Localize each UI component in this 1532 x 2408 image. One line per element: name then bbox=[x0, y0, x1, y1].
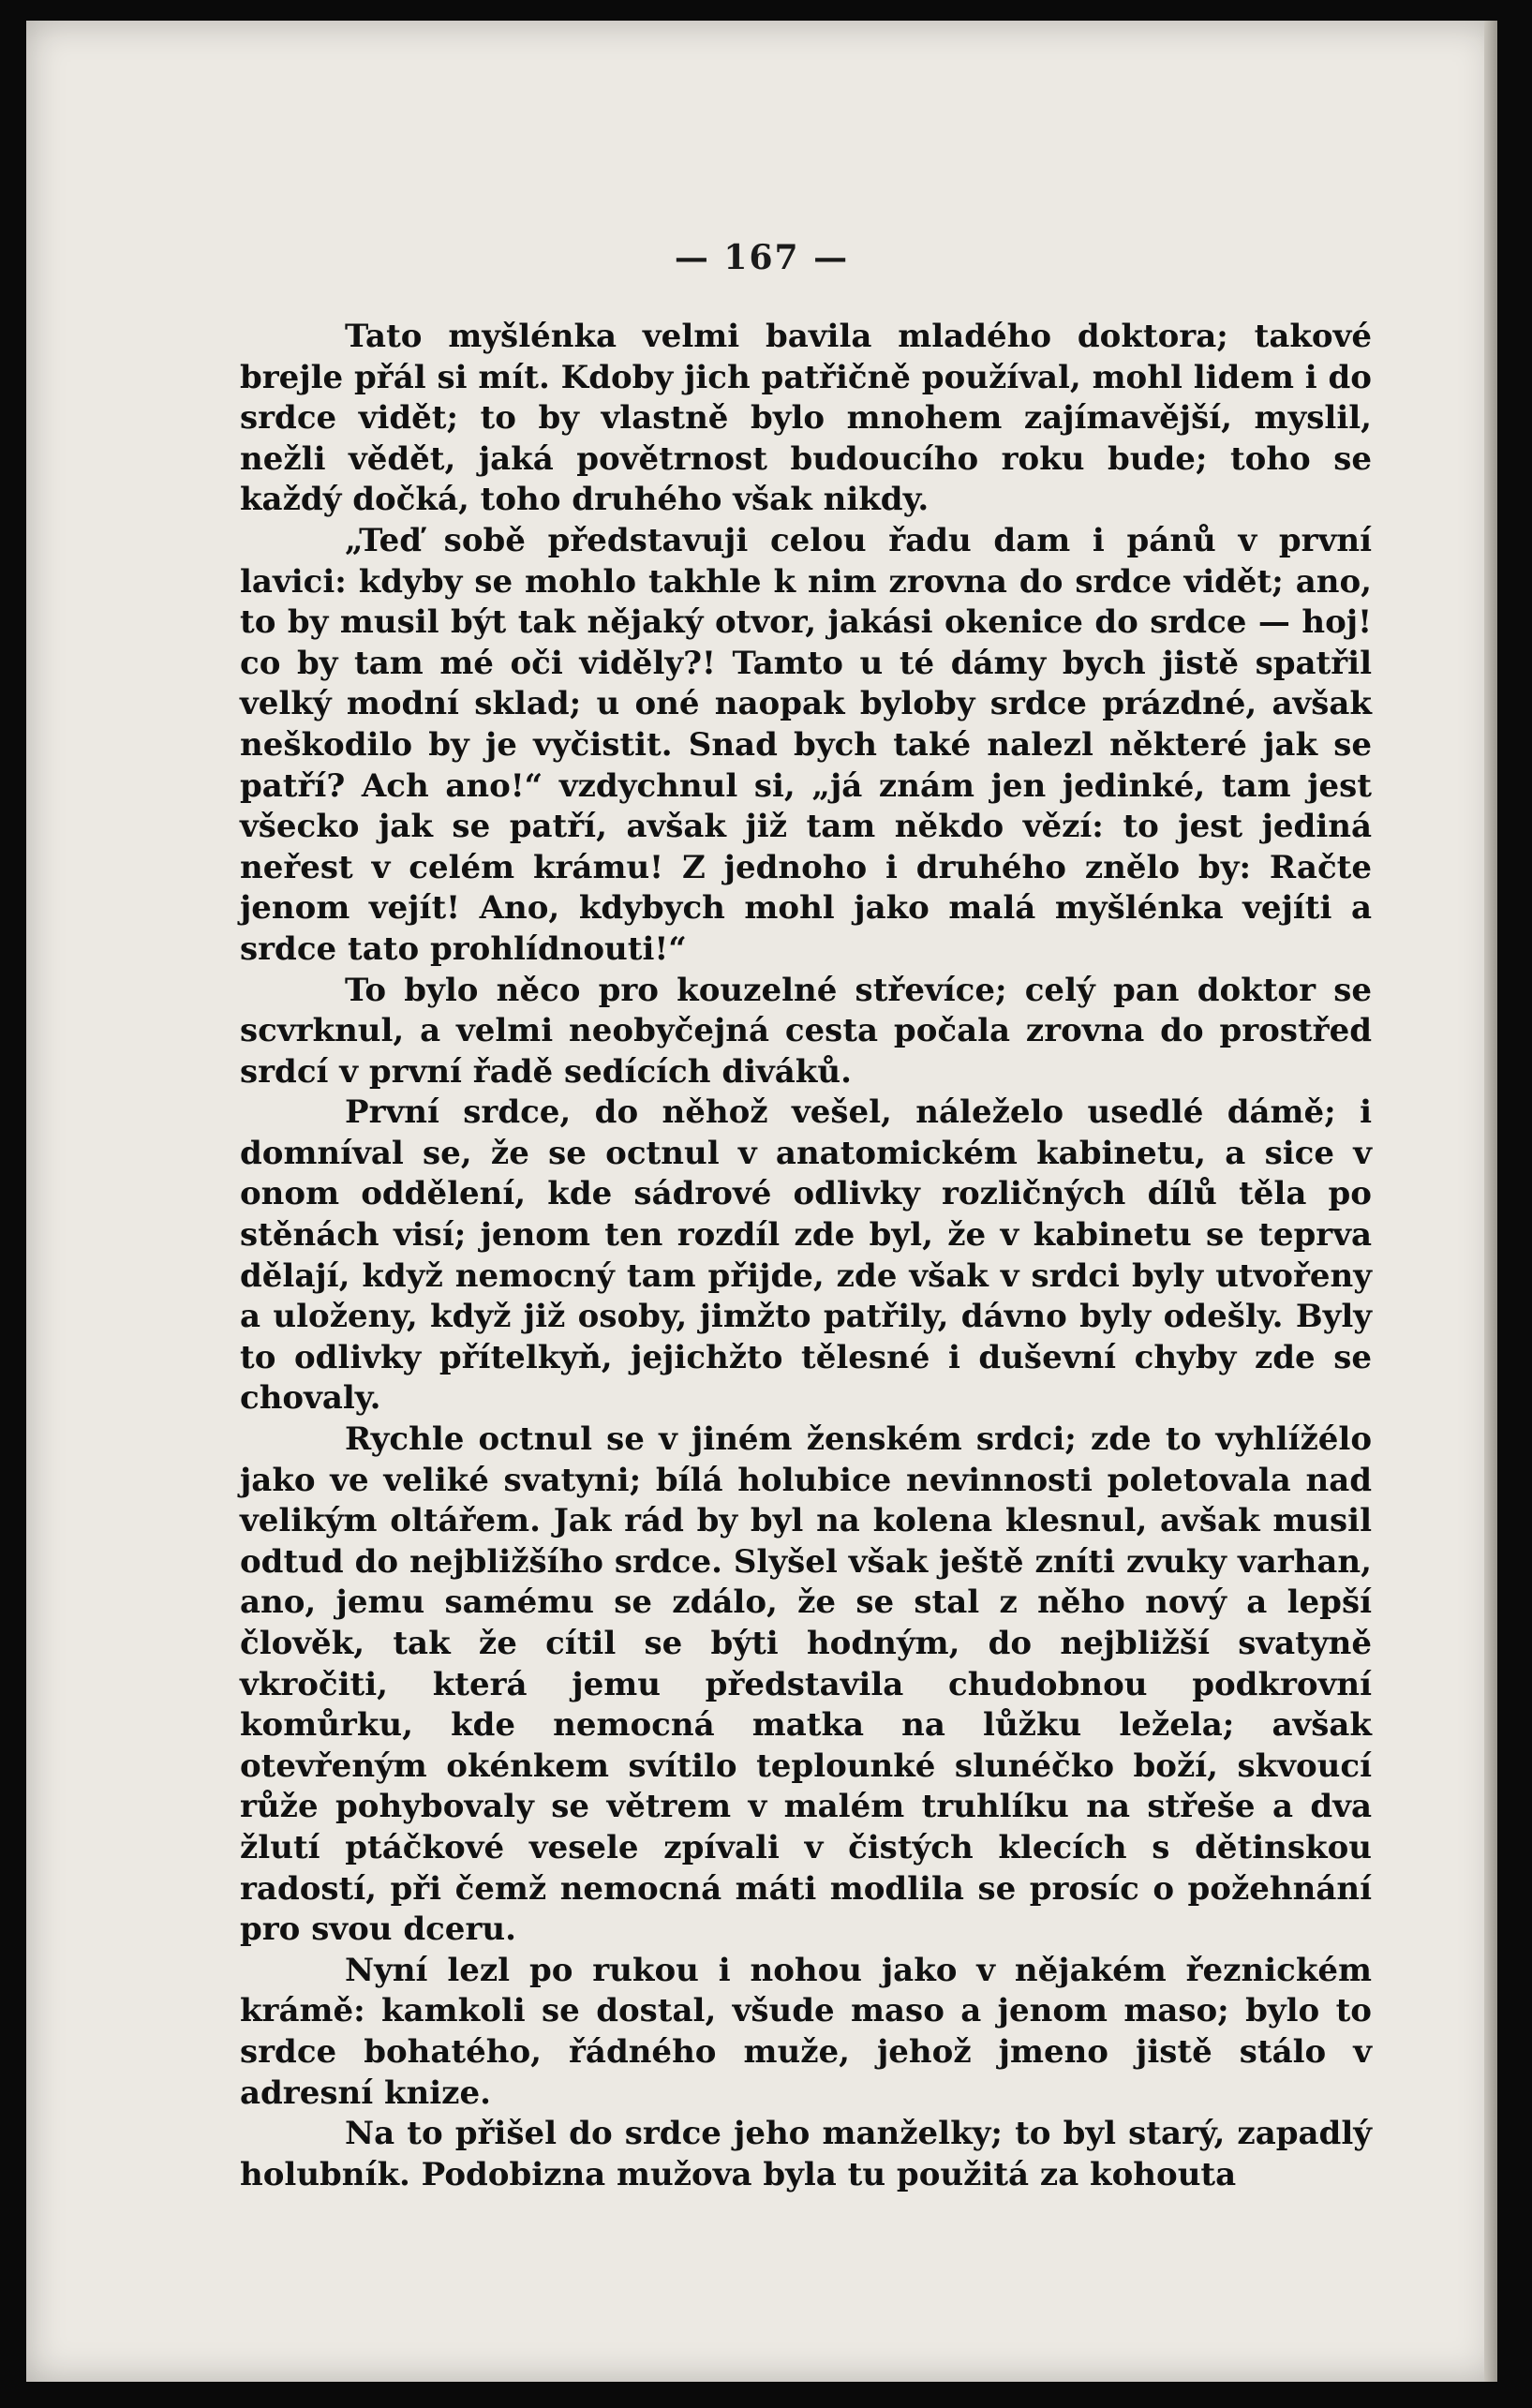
paragraph-3: To bylo něco pro kouzelné střevíce; celý pan doktor se scvrknul, a velmi neobyčejná cesta počala zrovna do prostřed srdcí v první řadě sedících diváků. bbox=[240, 971, 1372, 1091]
page-number: — 167 — bbox=[674, 238, 850, 277]
paragraph-4: První srdce, do něhož vešel, náleželo usedlé dámě; i domníval se, že se octnul v anatomickém kabinetu, a sice v onom oddělení, kde sádrové odlivky rozličných dílů těla po stěnách visí; jenom ten rozdíl zde byl, že v kabinetu se teprva dělají, když nemocný tam přijde, zde však v srdci byly utvořeny a uloženy, když již osoby, jimžto patřily, dávno byly odešly. Byly to odlivky přítelkyň, jejichžto tělesné i duševní chyby zde se chovaly. bbox=[240, 1093, 1372, 1418]
page-edge bbox=[1484, 21, 1497, 2382]
book-page bbox=[26, 21, 1497, 2382]
paragraph-5: Rychle octnul se v jiném ženském srdci; zde to vyhlížélo jako ve veliké svatyni; bílá holubice nevinnosti poletovala nad velikým oltářem. Jak rád by byl na kolena klesnul, avšak musil odtud do nejbližšího srdce. Slyšel však ještě zníti zvuky varhan, ano, jemu samému se zdálo, že se stal z něho nový a lepší člověk, tak že cítil se býti hodným, do nejbližší svatyně vkročiti, která jemu představila chudobnou podkrovní komůrku, kde nemocná matka na lůžku ležela; avšak otevřeným okénkem svítilo teplounké slunéčko boží, skvoucí růže pohybovaly se větrem v malém truhlíku na střeše a dva žlutí ptáčkové vesele zpívali v čistých klecích s dětinskou radostí, při čemž nemocná máti modlila se prosíc o požehnání pro svou dceru. bbox=[240, 1420, 1372, 1949]
paragraph-7: Na to přišel do srdce jeho manželky; to byl starý, zapadlý holubník. Podobizna mužova byla tu použitá za kohouta bbox=[240, 2115, 1372, 2193]
paragraph-6: Nyní lezl po rukou i nohou jako v nějakém řeznickém krámě: kamkoli se dostal, všude maso a jenom maso; bylo to srdce bohatého, řádného muže, jehož jmeno jistě stálo v adresní knize. bbox=[240, 1951, 1372, 2112]
paragraph-1: Tato myšlénka velmi bavila mladého doktora; takové brejle přál si mít. Kdoby jich patřičně používal, mohl lidem i do srdce vidět; to by vlastně bylo mnohem zajímavější, myslil, nežli vědět, jaká povětrnost budoucího roku bude; toho se každý dočká, toho druhého však nikdy. bbox=[240, 318, 1372, 519]
body-text bbox=[240, 317, 1372, 2195]
paragraph-2: „Teď sobě představuji celou řadu dam i pánů v první lavici: kdyby se mohlo takhle k nim zrovna do srdce vidět; ano, to by musil být tak nějaký otvor, jakási okenice do srdce — hoj! co by tam mé oči viděly?! Tamto u té dámy bych jistě spatřil velký modní sklad; u oné naopak byloby srdce prázdné, avšak neškodilo by je vyčistit. Snad bych také nalezl některé jak se patří? Ach ano!“ vzdychnul si, „já znám jen jedinké, tam jest všecko jak se patří, avšak již tam někdo vězí: to jest jediná neřest v celém krámu! Z jednoho i druhého znělo by: Račte jenom vejít! Ano, kdybych mohl jako malá myšlénka vejíti a srdce tato prohlídnouti!“ bbox=[240, 521, 1372, 968]
